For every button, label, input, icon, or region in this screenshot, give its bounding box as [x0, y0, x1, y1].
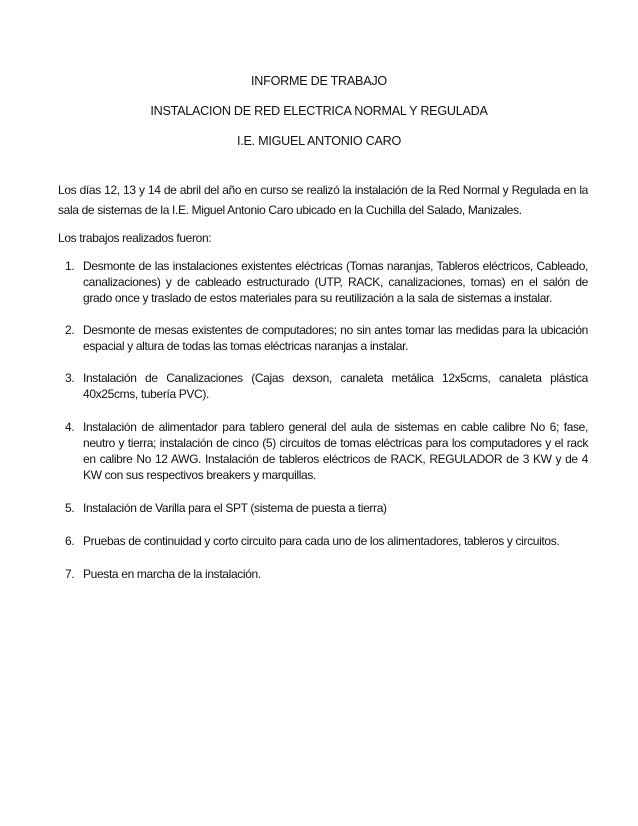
- list-item-text: Desmonte de mesas existentes de computadores; no sin antes tomar las medidas para la ubicación espacial y altura de todas las tomas eléctricas naranjas a instalar.: [83, 323, 588, 353]
- list-item-number: 6.: [65, 534, 75, 548]
- list-item-number: 4.: [65, 420, 75, 434]
- list-item: [58, 258, 588, 306]
- list-item-number: 2.: [65, 323, 75, 337]
- institution-name: I.E. MIGUEL ANTONIO CARO: [236, 134, 402, 148]
- list-item-number: 7.: [65, 567, 75, 581]
- list-item-number: 5.: [65, 501, 75, 515]
- list-item-text: Instalación de Canalizaciones (Cajas dexson, canaleta metálica 12x5cms, canaleta plástica 40x25cms, tubería PVC).: [83, 371, 588, 401]
- list-item: [58, 566, 588, 582]
- document-title: INFORME DE TRABAJO: [251, 74, 387, 88]
- document-subtitle: INSTALACION DE RED ELECTRICA NORMAL Y REGULADA: [150, 104, 488, 118]
- list-item-text: Instalación de alimentador para tablero general del aula de sistemas en cable calibre No 6; fase, neutro y tierra; instalación de cinco (5) circuitos de tomas eléctricas para los computadores y el rack en calibre No 12 AWG. Instalación de tableros eléctricos de RACK, REGULADOR de 3 KW y de 4 KW con sus respectivos breakers y marquillas.: [83, 420, 588, 482]
- intro-paragraph: Los días 12, 13 y 14 de abril del año en curso se realizó la instalación de la Red Normal y Regulada en la sala de sistemas de la I.E. Miguel Antonio Caro ubicado en la Cuchilla del Salado, Manizales.: [58, 183, 588, 217]
- list-item-text: Pruebas de continuidad y corto circuito para cada uno de los alimentadores, tableros y circuitos.: [83, 534, 560, 548]
- list-item: [58, 322, 588, 354]
- list-item-text: Instalación de Varilla para el SPT (sistema de puesta a tierra): [83, 501, 387, 515]
- list-item: [58, 533, 588, 549]
- list-item-text: Desmonte de las instalaciones existentes eléctricas (Tomas naranjas, Tableros eléctricos, Cableado, canalizaciones) y de cableado estructurado (UTP, RACK, canalizaciones, tomas) en el salón de grado once y traslado de estos materiales para su reutilización a la sala de sistemas a instalar.: [83, 259, 588, 305]
- list-item: [58, 500, 588, 516]
- list-item: [58, 370, 588, 402]
- work-list: [58, 258, 588, 582]
- list-item-number: 3.: [65, 371, 75, 385]
- work-list-lead: Los trabajos realizados fueron:: [58, 231, 212, 245]
- list-item: [58, 419, 588, 483]
- list-item-text: Puesta en marcha de la instalación.: [83, 567, 261, 581]
- list-item-number: 1.: [65, 259, 75, 273]
